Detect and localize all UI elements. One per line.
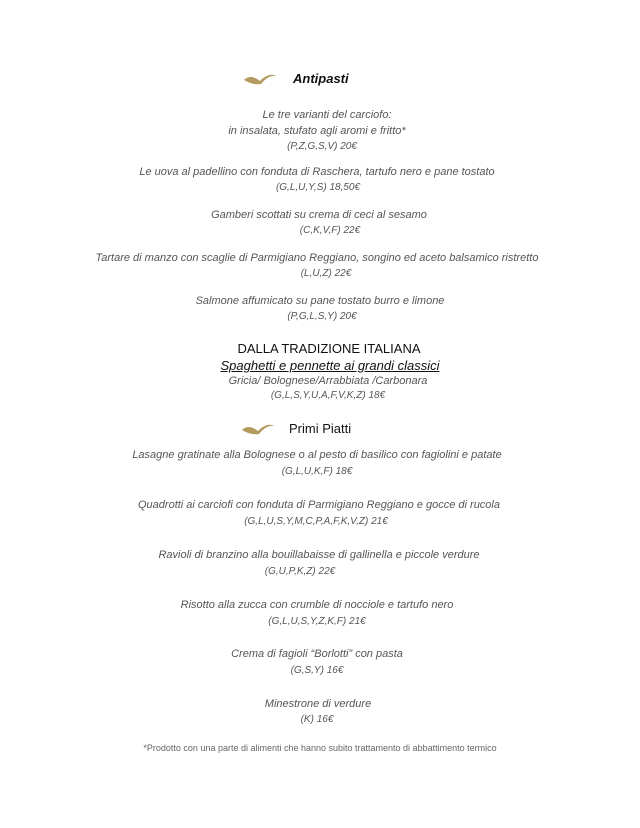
dish-line: Le tre varianti del carciofo:: [262, 109, 392, 121]
dish-allergens-price: (G,L,U,Y,S) 18,50€: [275, 182, 361, 193]
dish-allergens-price: (G,L,S,Y,U,A,F,V,K,Z) 18€: [270, 390, 386, 401]
dish-allergens-price: (G,L,U,S,Y,Z,K,F) 21€: [268, 616, 366, 627]
swoosh-icon: [241, 422, 275, 436]
antipasti-heading: Antipasti: [293, 71, 349, 86]
dish-line: Le uova al padellino con fonduta di Raschera, tartufo nero e pane tostato: [139, 166, 495, 178]
dish-allergens-price: (G,L,U,S,Y,M,C,P,A,F,K,V,Z) 21€: [244, 516, 388, 527]
dish-allergens-price: (C,K,V,F) 22€: [299, 225, 361, 236]
dish-allergens-price: (L,U,Z) 22€: [300, 268, 352, 279]
dish-line: Minestrone di verdure: [264, 698, 372, 710]
dish-line: Quadrotti ai carciofi con fonduta di Parmigiano Reggiano e gocce di rucola: [138, 499, 500, 511]
dish-allergens-price: (G,U,P,K,Z) 22€: [264, 566, 336, 577]
dish-allergens-price: (K) 16€: [300, 714, 334, 725]
dish-allergens-price: (G,S,Y) 16€: [290, 665, 344, 676]
dish-allergens-price: (P,G,L,S,Y) 20€: [287, 311, 357, 322]
dish-line: Crema di fagioli “Borlotti” con pasta: [231, 648, 403, 660]
swoosh-icon: [243, 72, 277, 86]
dish-allergens-price: (P,Z,G,S,V) 20€: [287, 141, 357, 152]
tradizione-heading: DALLA TRADIZIONE ITALIANA: [237, 341, 421, 356]
dish-line: Salmone affumicato su pane tostato burro e limone: [195, 295, 445, 307]
dish-line: Tartare di manzo con scaglie di Parmigiano Reggiano, songino ed aceto balsamico ristretto: [95, 252, 539, 264]
dish-line: in insalata, stufato agli aromi e fritto*: [228, 125, 406, 137]
dish-line: Lasagne gratinate alla Bolognese o al pesto di basilico con fagiolini e patate: [132, 449, 502, 461]
dish-line: Ravioli di branzino alla bouillabaisse di gallinella e piccole verdure: [158, 549, 480, 561]
dish-line: Gamberi scottati su crema di ceci al sesamo: [211, 209, 427, 221]
tradizione-subheading: Spaghetti e pennette ai grandi classici: [220, 358, 440, 373]
dish-line: Risotto alla zucca con crumble di nocciole e tartufo nero: [180, 599, 454, 611]
pasta-variants: Gricia/ Bolognese/Arrabbiata /Carbonara: [228, 375, 428, 387]
primi-heading: Primi Piatti: [289, 421, 352, 436]
footnote: *Prodotto con una parte di alimenti che hanno subito trattamento di abbattimento termico: [143, 743, 497, 753]
dish-allergens-price: (G,L,U,K,F) 18€: [281, 466, 353, 477]
